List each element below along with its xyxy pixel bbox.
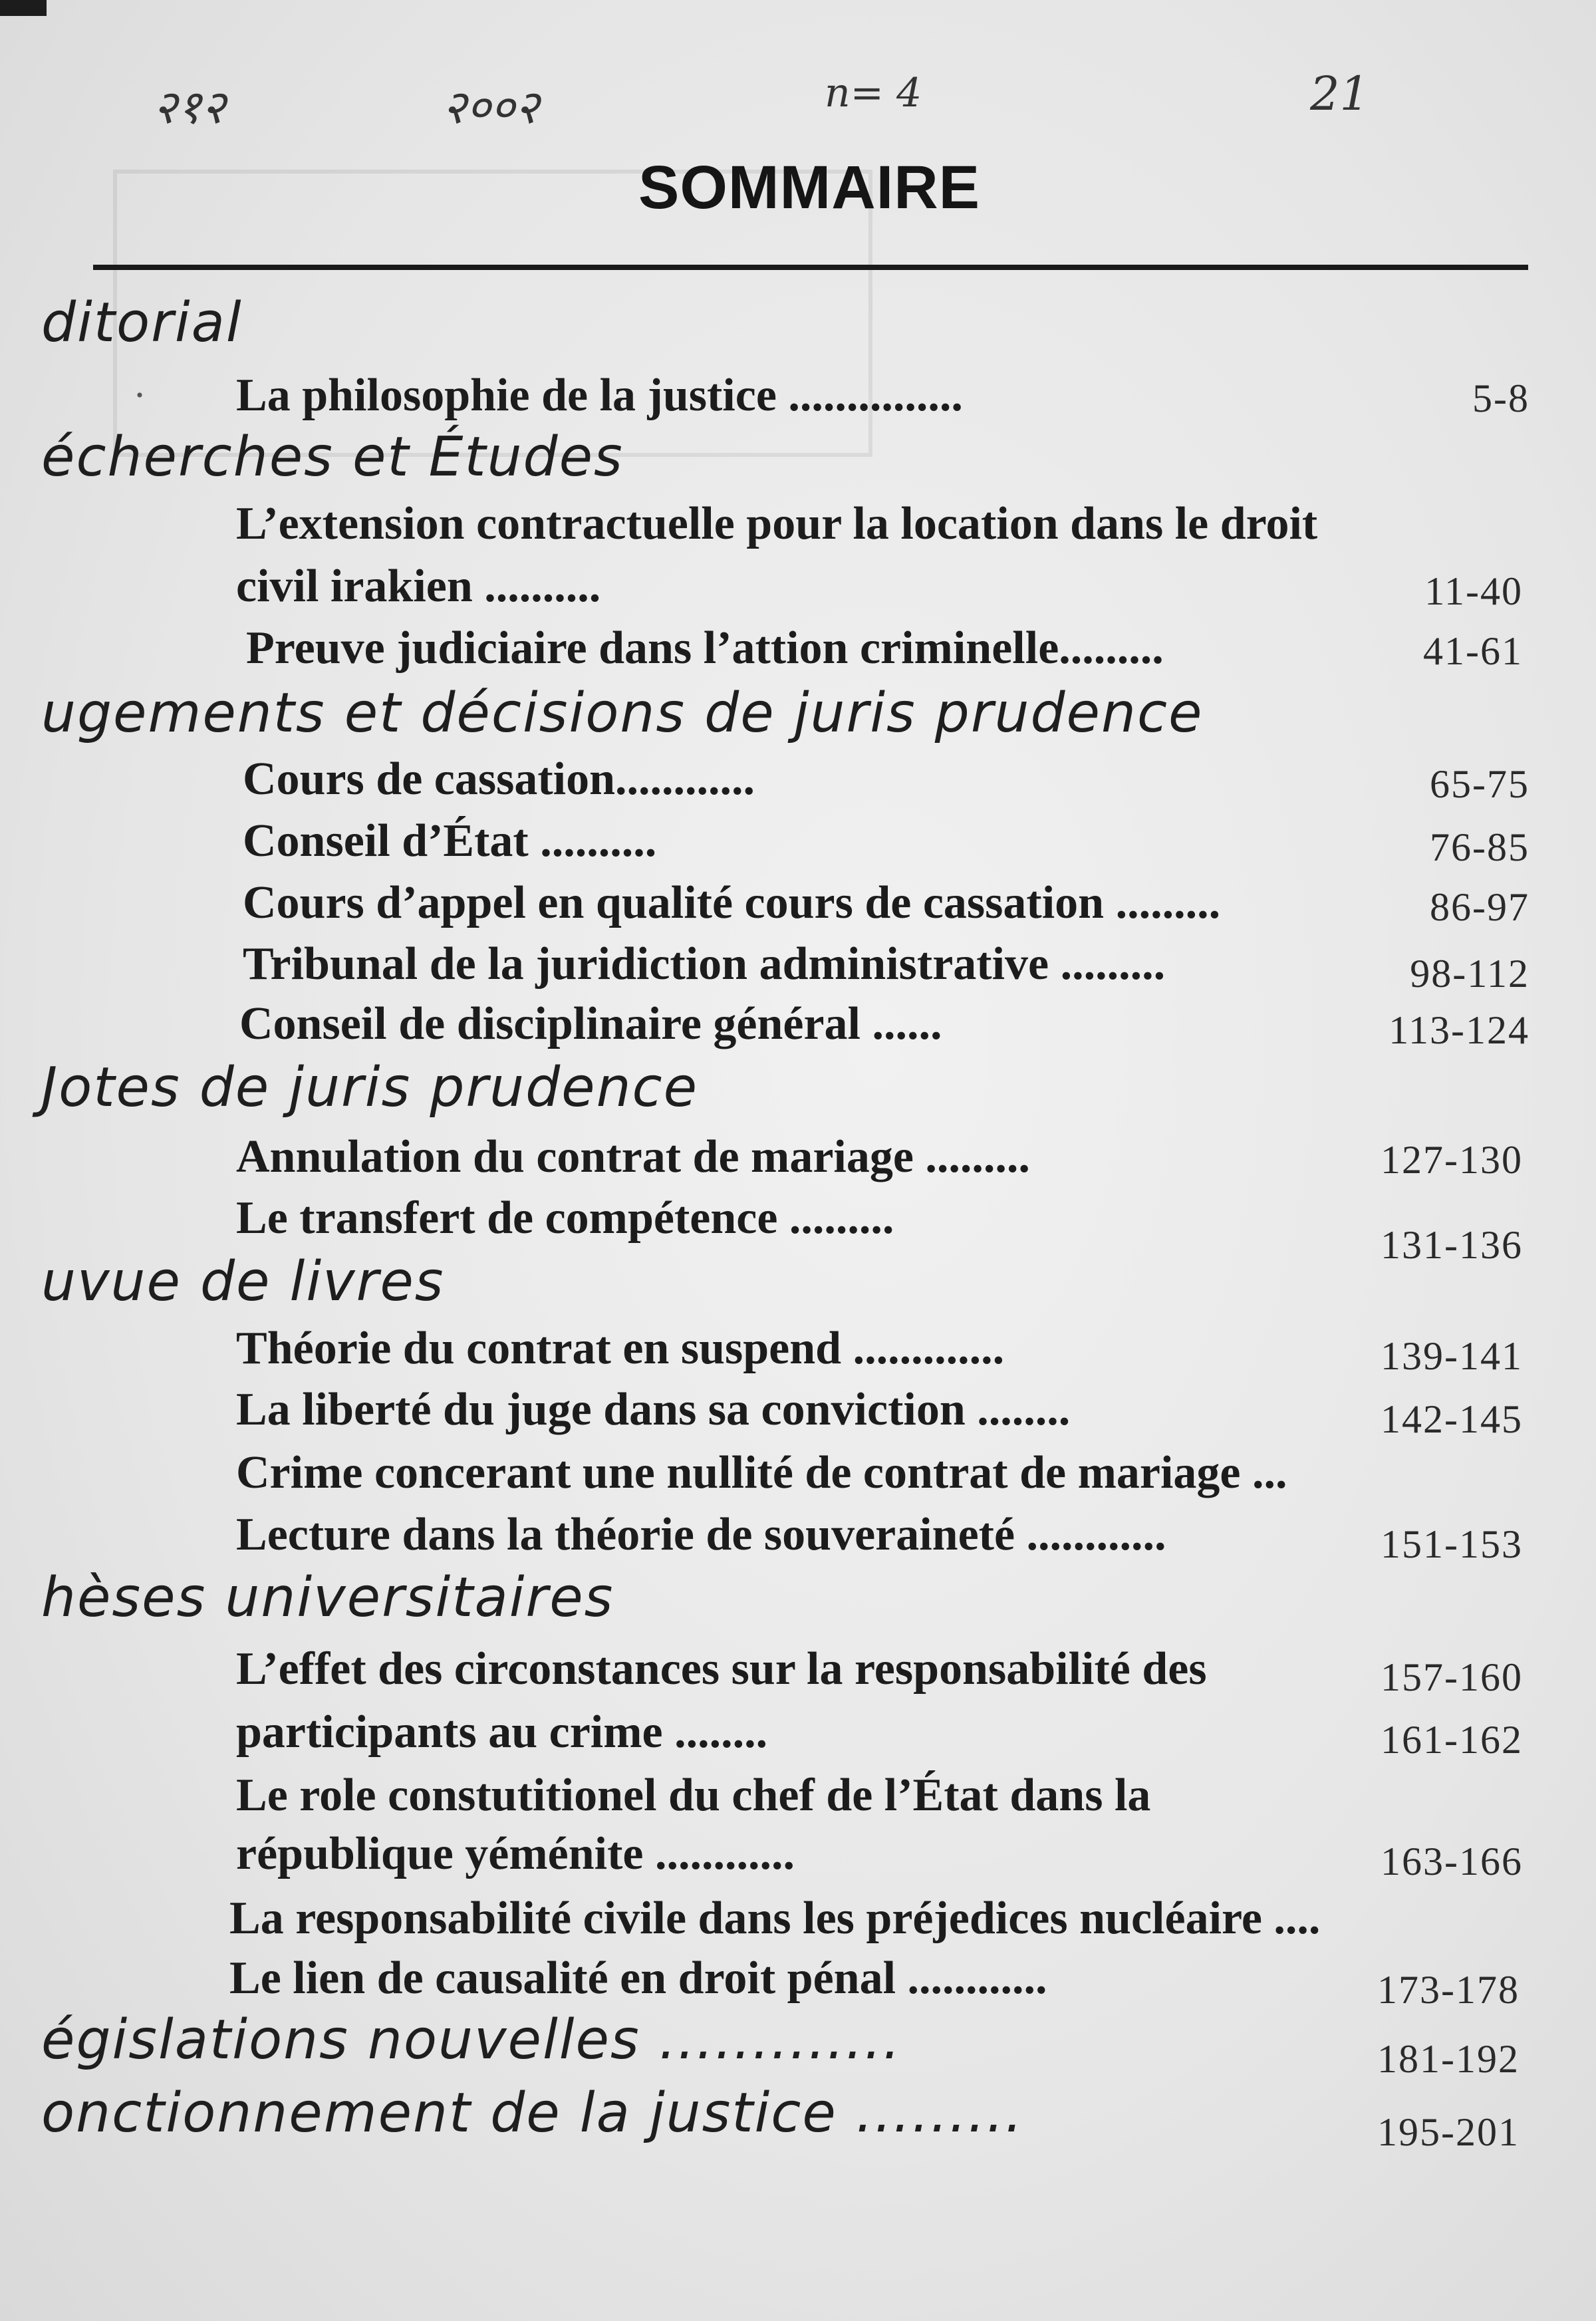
toc-entry: Cours d’appel en qualité cours de cassation ......... [243,877,1221,928]
toc-pages: 86-97 [1430,885,1530,929]
toc-pages: 76-85 [1430,825,1530,869]
toc-pages: 139-141 [1381,1334,1523,1378]
section-heading: hèses universitaires [41,1566,614,1629]
section-heading: ditorial [41,291,243,354]
toc-entry: La responsabilité civile dans les préjedices nucléaire .... [229,1893,1321,1944]
scan-edge [0,0,47,16]
toc-entry: Le transfert de compétence ......... [236,1192,894,1244]
toc-entry: L’effet des circonstances sur la responsabilité des [236,1643,1207,1695]
toc-pages: 151-153 [1381,1522,1523,1566]
toc-entry: La liberté du juge dans sa conviction ........ [236,1384,1071,1435]
title-rule [93,265,1528,270]
toc-entry: Cours de cassation............ [243,753,755,805]
toc-pages: 142-145 [1381,1397,1523,1441]
bullet-mark: · [133,373,146,417]
section-heading: ugements et décisions de juris prudence [41,682,1204,745]
page-title: SOMMAIRE [638,154,980,221]
toc-pages: 127-130 [1381,1138,1523,1182]
section-heading: écherches et Études [41,426,624,489]
section-heading: Jotes de juris prudence [41,1056,699,1119]
toc-pages: 181-192 [1377,2037,1520,2081]
toc-entry: Le lien de causalité en droit pénal ............ [229,1953,1047,2004]
toc-entry: civil irakien .......... [236,561,601,612]
section-heading: égislations nouvelles ............. [41,2008,902,2072]
toc-entry: Annulation du contrat de mariage ......... [236,1131,1030,1182]
toc-entry: Crime concerant une nullité de contrat de mariage ... [236,1447,1287,1498]
toc-pages: 163-166 [1381,1840,1523,1883]
toc-pages: 11-40 [1424,569,1523,613]
toc-entry: Conseil d’État .......... [243,815,657,867]
toc-pages: 5-8 [1472,376,1530,420]
toc-entry: participants au crime ........ [236,1707,768,1758]
handwritten-note: २१२ [153,80,226,134]
handwritten-note: n= 4 [825,70,922,116]
toc-entry: La philosophie de la justice ............... [236,370,963,421]
toc-pages: 65-75 [1430,762,1530,806]
toc-entry: Lecture dans la théorie de souveraineté ............ [236,1509,1166,1560]
toc-entry: Le role constutitionel du chef de l’État dans la [236,1770,1151,1821]
toc-entry: Théorie du contrat en suspend ............. [236,1323,1005,1374]
handwritten-note: 21 [1310,67,1370,121]
toc-pages: 113-124 [1389,1008,1530,1052]
toc-entry: Conseil de disciplinaire général ...... [239,998,942,1049]
toc-entry: L’extension contractuelle pour la location dans le droit [236,498,1318,549]
toc-pages: 173-178 [1377,1968,1520,2012]
toc-pages: 195-201 [1377,2110,1520,2154]
section-heading: uvue de livres [41,1250,445,1313]
toc-pages: 131-136 [1381,1223,1523,1267]
toc-pages: 98-112 [1410,952,1530,996]
toc-entry: Preuve judiciaire dans l’attion criminelle......... [246,622,1164,674]
section-heading: onctionnement de la justice ......... [41,2082,1024,2145]
toc-pages: 41-61 [1423,629,1523,673]
toc-entry: république yéménite ............ [236,1828,795,1879]
toc-entry: Tribunal de la juridiction administrative ......... [243,938,1166,990]
toc-pages: 161-162 [1381,1718,1523,1762]
handwritten-note: २००२ [442,80,539,134]
toc-pages: 157-160 [1381,1655,1523,1699]
